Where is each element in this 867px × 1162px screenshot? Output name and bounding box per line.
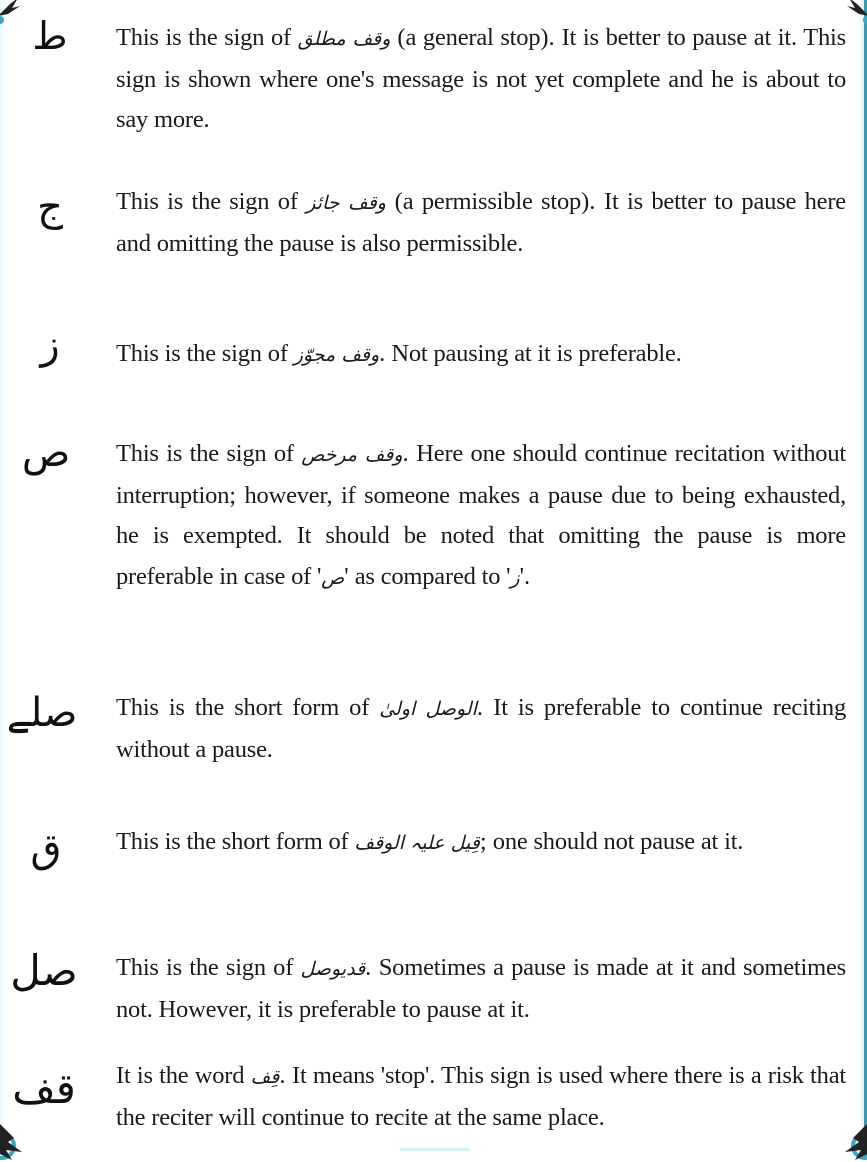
sign-glyph: صلے [6, 690, 78, 736]
sign-description: This is the sign of قدیوصل. Sometimes a pause is made at it and sometimes not. However, it is preferable to pause at it. [116, 954, 846, 1023]
sign-glyph: ق [30, 826, 62, 872]
sign-glyph: صل [10, 946, 78, 995]
sign-glyph: ص [21, 430, 71, 476]
bottom-ornament [400, 1148, 470, 1151]
sign-glyph: ج [37, 184, 63, 230]
sign-description: This is the short form of الوصل اولیٰ. It is preferable to continue reciting without a pause. [116, 694, 847, 763]
sign-description: This is the sign of وقف مجوّز. Not pausing at it is preferable. [116, 340, 682, 367]
sign-description: It is the word قِف. It means 'stop'. This sign is used where there is a risk that the reciter will continue to recite at the same place. [116, 1062, 846, 1131]
sign-description: This is the sign of وقف مطلق (a general stop). It is better to pause at it. This sign is shown where one's message is not yet complete and he is about to say more. [116, 24, 846, 133]
sign-description: This is the sign of وقف مرخص. Here one should continue recitation without interruption; however, if someone makes a pause due to being exhausted, he is exempted. It should be noted that omitting the pause is more preferable in case of 'ص' as compared to 'ز'. [116, 440, 846, 590]
sign-description: This is the sign of وقف جائز (a permissible stop). It is better to pause here and omitting the pause is also permissible. [116, 188, 846, 257]
sign-glyph: قف [12, 1064, 76, 1113]
sign-glyph: ط [32, 14, 68, 58]
sign-description: This is the short form of قِیل علیہ الوقف; one should not pause at it. [116, 828, 744, 855]
corner-ornament-bottom-left [0, 1112, 30, 1162]
sign-glyph: ز [40, 322, 60, 368]
